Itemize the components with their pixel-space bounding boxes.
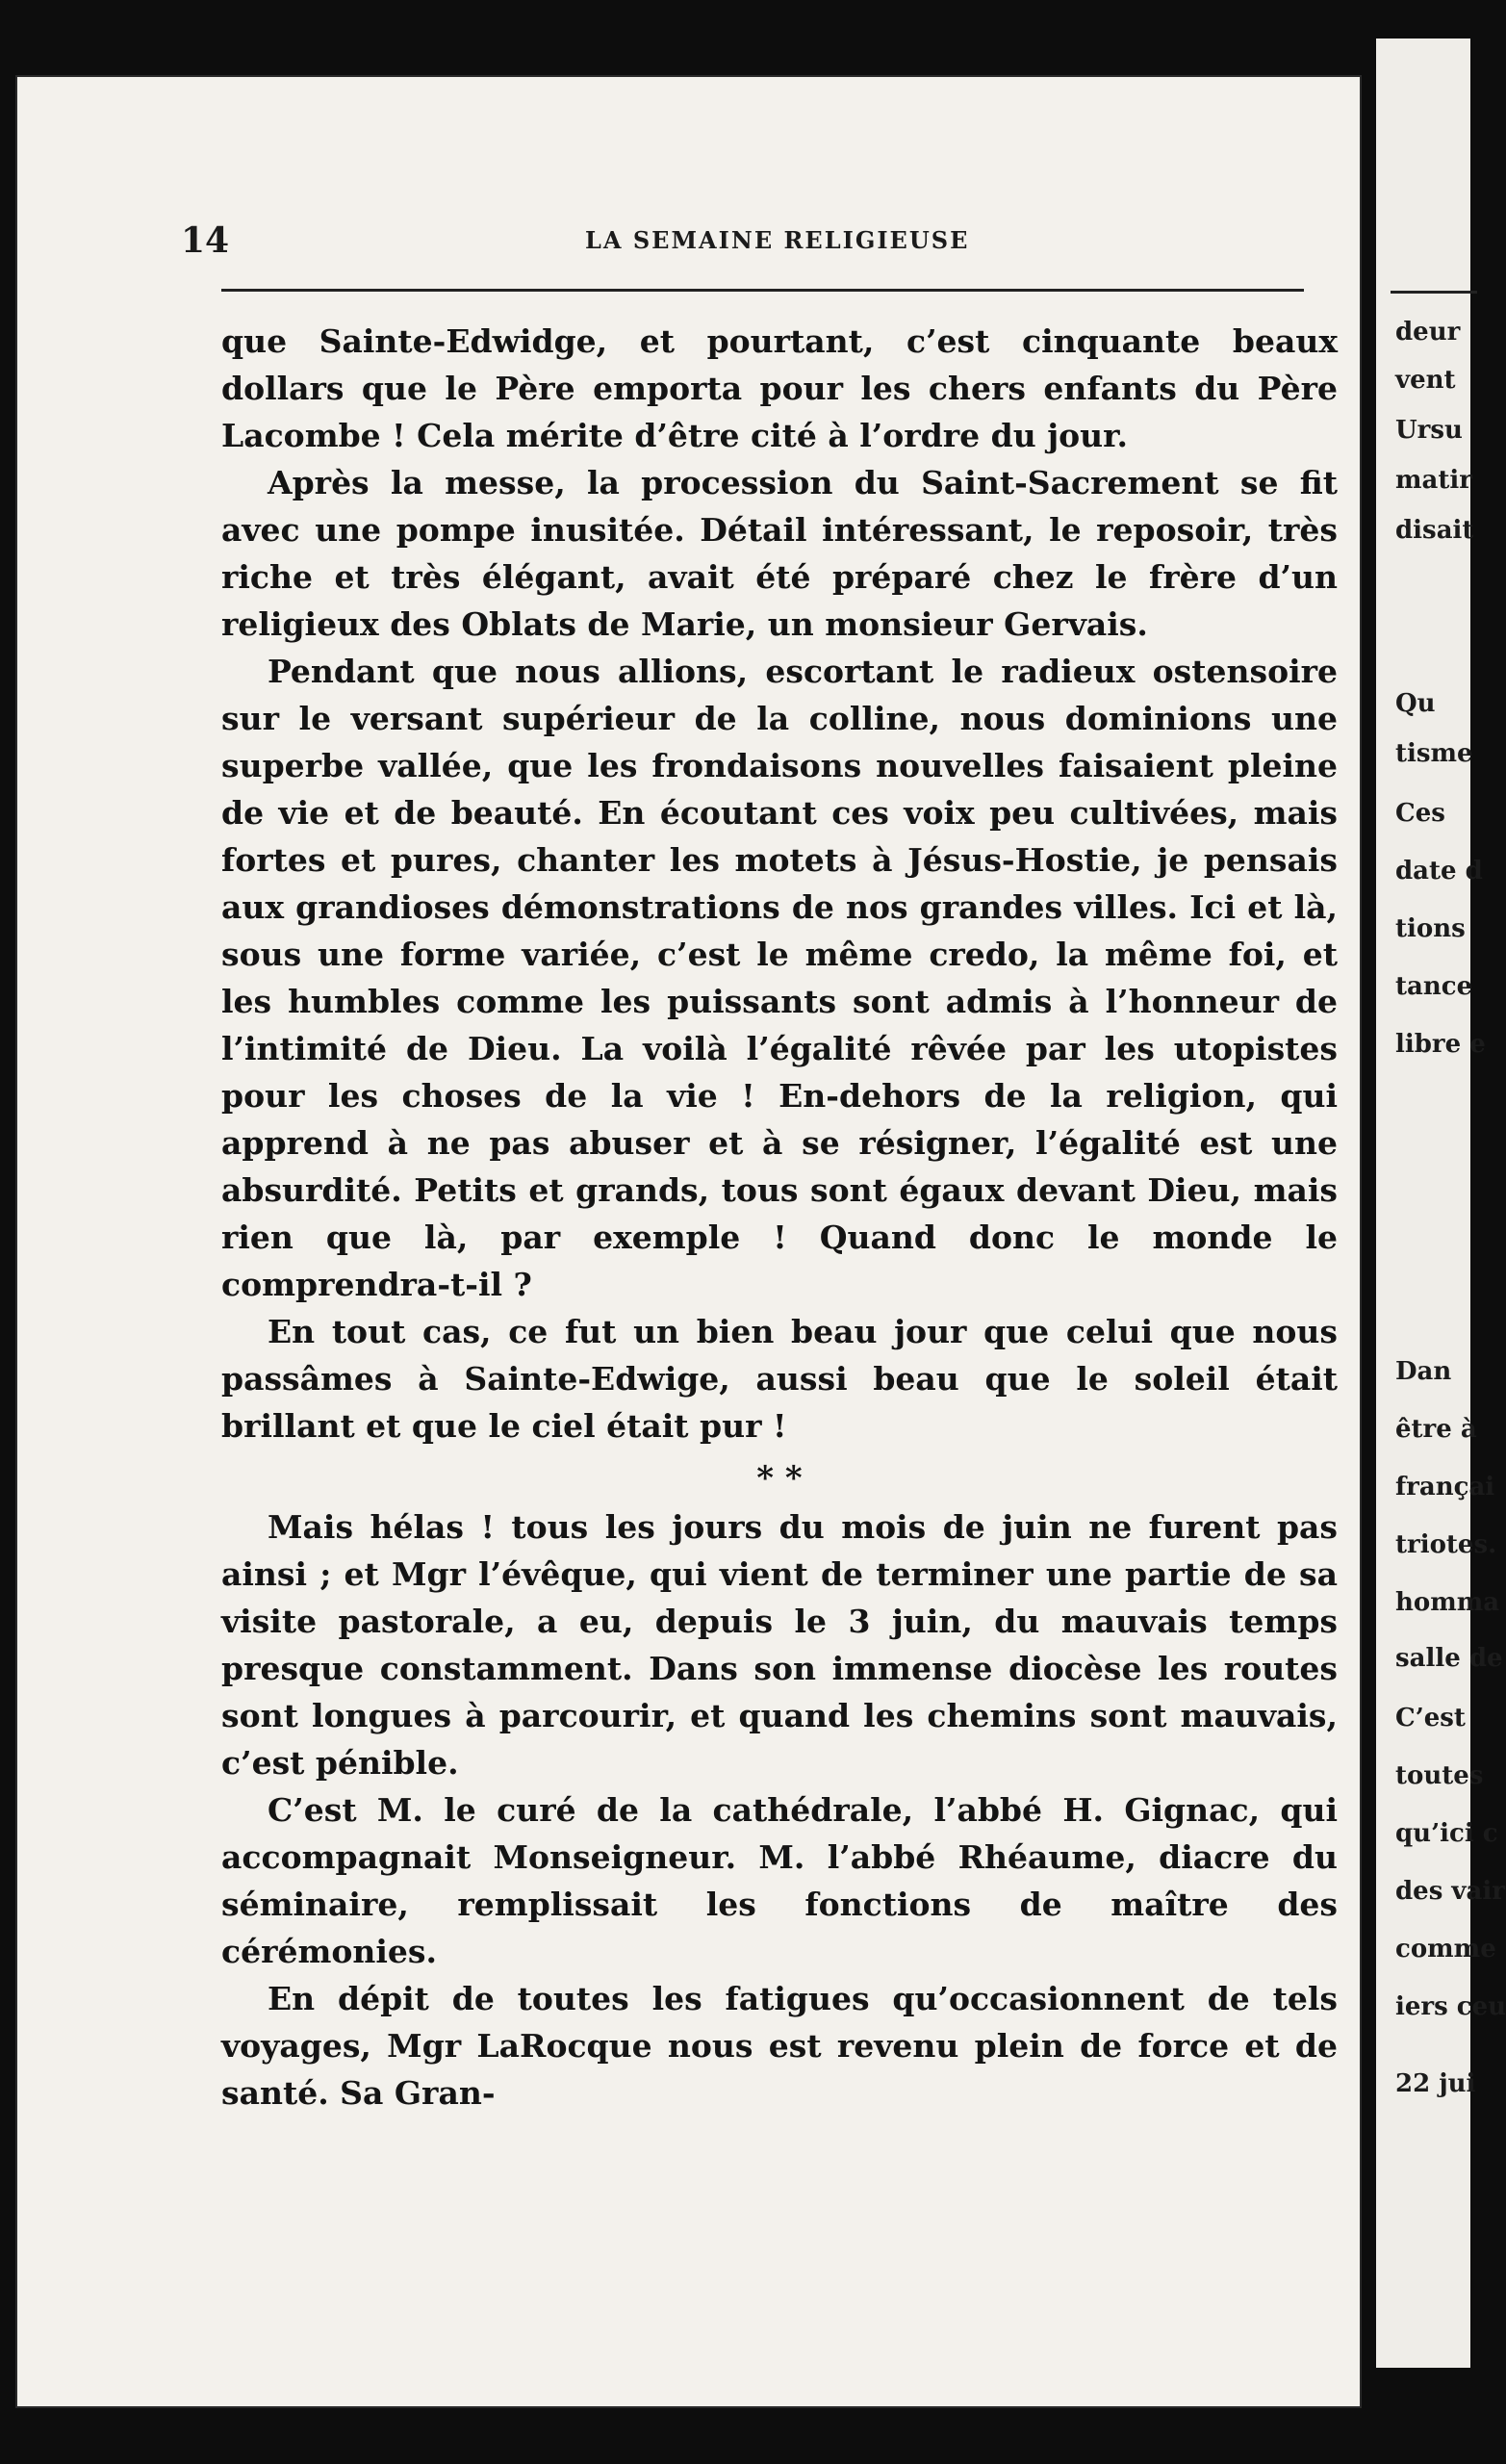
paragraph: Après la messe, la procession du Saint-Sacrement se fit avec une pompe inusitée. Détail intéressant, le reposoir, très riche et très élégant, avait été préparé chez le frère d’un religieux des Oblats de Marie, un monsieur Gervais. [221, 464, 1338, 643]
facing-fragment: tance [1395, 972, 1473, 1001]
facing-fragment: deur [1395, 318, 1461, 346]
facing-fragment: tisme [1395, 739, 1473, 768]
paragraph: En tout cas, ce fut un bien beau jour que celui que nous passâmes à Sainte-Edwige, aussi beau que le soleil était brillant et que le ciel était pur ! [221, 1313, 1338, 1445]
facing-fragment: des vair [1395, 1877, 1505, 1906]
facing-fragment: matir [1395, 466, 1472, 495]
facing-fragment: 22 jui [1395, 2069, 1476, 2098]
facing-fragment: Ursu [1395, 416, 1463, 445]
page-number: 14 [181, 220, 230, 261]
paragraph: que Sainte-Edwidge, et pourtant, c’est cinquante beaux dollars que le Père emporta pour les chers enfants du Père Lacombe ! Cela mérite d’être cité à l’ordre du jour. [221, 322, 1338, 454]
paragraph: Mais hélas ! tous les jours du mois de juin ne furent pas ainsi ; et Mgr l’évêque, qui vient de terminer une partie de sa visite pastorale, a eu, depuis le 3 juin, du mauvais temps presque constamment. Dans son immense diocèse les routes sont longues à parcourir, et quand les chemins sont mauvais, c’est pénible. [221, 1508, 1338, 1782]
facing-fragment: être à [1395, 1415, 1477, 1444]
facing-fragment: Ces [1395, 799, 1445, 828]
facing-fragment: Dan [1395, 1357, 1452, 1386]
facing-fragment: vent [1395, 366, 1456, 395]
facing-fragment: toutes [1395, 1761, 1484, 1790]
article-body [221, 318, 1338, 2117]
facing-fragment: homma [1395, 1588, 1500, 1617]
paragraph: Pendant que nous allions, escortant le radieux ostensoire sur le versant supérieur de la colline, nous dominions une superbe vallée, que les frondaisons nouvelles faisaient pleine de vie et de beauté. En écoutant ces voix peu cultivées, mais fortes et pures, chanter les motets à Jésus-Hostie, je pensais aux grandioses démonstrations de nos grandes villes. Ici et là, sous une forme variée, c’est le même credo, la même foi, et les humbles comme les puissants sont admis à l’honneur de l’intimité de Dieu. La voilà l’égalité rêvée par les utopistes pour les choses de la vie ! En-dehors de la religion, qui apprend à ne pas abuser et à se résigner, l’égalité est une absurdité. Petits et grands, tous sont égaux devant Dieu, mais rien que là, par exemple ! Quand donc le monde le comprendra-t-il ? [221, 653, 1338, 1303]
facing-fragment: tions [1395, 914, 1466, 943]
facing-fragment: comme [1395, 1935, 1496, 1964]
header-rule [221, 289, 1304, 292]
facing-fragment: qu’ici c [1395, 1819, 1498, 1848]
facing-fragment: Qu [1395, 689, 1436, 718]
facing-fragment: françai [1395, 1473, 1495, 1502]
facing-fragment: C’est [1395, 1704, 1466, 1732]
facing-fragment: salle de [1395, 1644, 1503, 1673]
paragraph: En dépit de toutes les fatigues qu’occasionnent de tels voyages, Mgr LaRocque nous est revenu plein de force et de santé. Sa Gran- [221, 1980, 1338, 2112]
facing-fragment: libre e [1395, 1030, 1486, 1059]
paragraph: C’est M. le curé de la cathédrale, l’abbé H. Gignac, qui accompagnait Monseigneur. M. l’abbé Rhéaume, diacre du séminaire, remplissait les fonctions de maître des cérémonies. [221, 1791, 1338, 1970]
facing-fragment: triotes. [1395, 1530, 1497, 1559]
facing-fragment: date d [1395, 857, 1483, 886]
facing-fragment: iers ceu [1395, 1992, 1506, 2021]
facing-page [1376, 38, 1506, 2368]
facing-fragment: disait [1395, 516, 1474, 545]
section-asterism: * * [756, 1459, 803, 1498]
running-title: LA SEMAINE RELIGIEUSE [585, 226, 970, 254]
facing-page-rule [1391, 291, 1477, 294]
page-header [181, 207, 1307, 265]
